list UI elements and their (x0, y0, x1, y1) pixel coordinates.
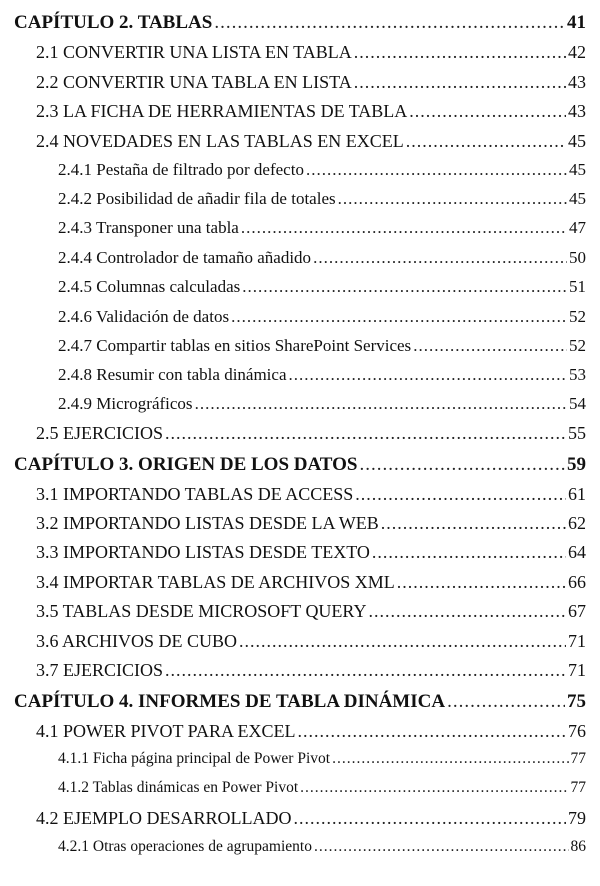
toc-entry-title: 3.5 TABLAS DESDE MICROSOFT QUERY (36, 601, 367, 621)
toc-entry-page-number: 43 (568, 101, 586, 121)
toc-entry-title: 4.2.1 Otras operaciones de agrupamiento (58, 838, 312, 855)
toc-entry-page-number: 45 (568, 131, 586, 151)
toc-entry (36, 131, 586, 152)
toc-entry (58, 394, 586, 414)
dot-leader (298, 721, 566, 742)
toc-entry (58, 336, 586, 356)
dot-leader (313, 248, 567, 268)
toc-entry-title: 4.1.2 Tablas dinámicas en Power Pivot (58, 779, 299, 796)
dot-leader (242, 277, 567, 297)
dot-leader (406, 131, 566, 152)
dot-leader (447, 691, 565, 713)
dot-leader (359, 454, 565, 476)
toc-entry-title: 2.2 CONVERTIR UNA TABLA EN LISTA (36, 72, 352, 92)
dot-leader (165, 423, 566, 444)
toc-entry-page-number: 50 (569, 248, 586, 267)
toc-entry (36, 42, 586, 63)
toc-entry-page-number: 52 (569, 307, 586, 326)
toc-entry-page-number: 52 (569, 336, 586, 355)
dot-leader (306, 160, 567, 180)
dot-leader (231, 307, 567, 327)
toc-entry-page-number: 59 (567, 454, 586, 475)
toc-entry-title: 4.1.1 Ficha página principal de Power Pivot (58, 750, 331, 767)
toc-entry (36, 101, 586, 122)
dot-leader (355, 484, 566, 505)
dot-leader (368, 601, 566, 622)
toc-entry-page-number: 51 (569, 277, 586, 296)
toc-entry (58, 750, 586, 768)
toc-entry-page-number: 55 (568, 423, 586, 443)
dot-leader (239, 631, 566, 652)
toc-entry-page-number: 42 (568, 42, 586, 62)
toc-entry-page-number: 86 (570, 838, 586, 855)
toc-entry-title: 2.4.4 Controlador de tamaño añadido (58, 248, 312, 267)
toc-entry-page-number: 64 (568, 542, 586, 562)
toc-entry-page-number: 41 (567, 12, 586, 33)
dot-leader (165, 660, 566, 681)
dot-leader (338, 189, 567, 209)
toc-entry (58, 160, 586, 180)
toc-entry-page-number: 71 (568, 660, 586, 680)
toc-entry-title: 4.1 POWER PIVOT PARA EXCEL (36, 721, 296, 741)
toc-entry (58, 838, 586, 856)
dot-leader (397, 572, 566, 593)
toc-entry (58, 277, 586, 297)
toc-entry-page-number: 76 (568, 721, 586, 741)
toc-entry-title: 2.4.8 Resumir con tabla dinámica (58, 365, 287, 384)
toc-entry-title: 2.4.9 Micrográficos (58, 394, 193, 413)
toc-entry-title: 2.4.7 Compartir tablas en sitios SharePoint Services (58, 336, 412, 355)
dot-leader (381, 513, 566, 534)
toc-entry-page-number: 54 (569, 394, 586, 413)
dot-leader (300, 779, 568, 797)
toc-entry-page-number: 75 (567, 691, 586, 712)
dot-leader (413, 336, 567, 356)
toc-chapter-entry (14, 12, 586, 34)
toc-entry-title: 2.1 CONVERTIR UNA LISTA EN TABLA (36, 42, 352, 62)
dot-leader (241, 218, 567, 238)
dot-leader (332, 750, 568, 768)
toc-entry-title: CAPÍTULO 4. INFORMES DE TABLA DINÁMICA (14, 691, 446, 712)
toc-entry-page-number: 62 (568, 513, 586, 533)
toc-entry-title: 3.1 IMPORTANDO TABLAS DE ACCESS (36, 484, 354, 504)
toc-entry-page-number: 66 (568, 572, 586, 592)
toc-entry-page-number: 43 (568, 72, 586, 92)
toc-entry-page-number: 45 (569, 160, 586, 179)
toc-entry-page-number: 45 (569, 189, 586, 208)
toc-entry-title: 2.4.6 Validación de datos (58, 307, 230, 326)
dot-leader (314, 838, 569, 856)
toc-entry-title: 2.4.2 Posibilidad de añadir fila de totales (58, 189, 336, 208)
toc-entry-page-number: 77 (570, 779, 586, 796)
toc-entry (36, 660, 586, 681)
toc-entry-title: 2.4.1 Pestaña de filtrado por defecto (58, 160, 304, 179)
toc-entry-title: 3.2 IMPORTANDO LISTAS DESDE LA WEB (36, 513, 379, 533)
toc-entry-page-number: 61 (568, 484, 586, 504)
toc-entry-page-number: 71 (568, 631, 586, 651)
toc-entry-title: 3.3 IMPORTANDO LISTAS DESDE TEXTO (36, 542, 370, 562)
toc-entry (58, 779, 586, 797)
toc-entry-title: 2.4.5 Columnas calculadas (58, 277, 241, 296)
toc-entry-title: 3.7 EJERCICIOS (36, 660, 164, 680)
toc-entry-title: CAPÍTULO 3. ORIGEN DE LOS DATOS (14, 454, 358, 475)
toc-entry-title: 4.2 EJEMPLO DESARROLLADO (36, 808, 292, 828)
toc-entry (36, 808, 586, 829)
dot-leader (195, 394, 567, 414)
toc-entry (36, 72, 586, 93)
toc-entry-title: 3.4 IMPORTAR TABLAS DE ARCHIVOS XML (36, 572, 395, 592)
toc-entry (36, 631, 586, 652)
toc-entry (58, 218, 586, 238)
toc-entry (58, 365, 586, 385)
toc-entry-page-number: 79 (568, 808, 586, 828)
toc-entry (58, 248, 586, 268)
dot-leader (354, 42, 566, 63)
toc-entry-page-number: 77 (570, 750, 586, 767)
toc-entry-title: 3.6 ARCHIVOS DE CUBO (36, 631, 238, 651)
toc-entry (58, 189, 586, 209)
toc-chapter-entry (14, 454, 586, 476)
dot-leader (354, 72, 566, 93)
dot-leader (372, 542, 566, 563)
toc-entry-page-number: 53 (569, 365, 586, 384)
toc-entry-title: 2.4.3 Transponer una tabla (58, 218, 239, 237)
toc-entry (36, 542, 586, 563)
toc-entry-title: CAPÍTULO 2. TABLAS (14, 12, 213, 33)
toc-entry (36, 513, 586, 534)
dot-leader (294, 808, 566, 829)
dot-leader (289, 365, 568, 385)
toc-entry-page-number: 67 (568, 601, 586, 621)
toc-entry (36, 601, 586, 622)
toc-entry (36, 721, 586, 742)
toc-entry (36, 484, 586, 505)
toc-entry-title: 2.3 LA FICHA DE HERRAMIENTAS DE TABLA (36, 101, 408, 121)
toc-entry-title: 2.5 EJERCICIOS (36, 423, 164, 443)
toc-entry-title: 2.4 NOVEDADES EN LAS TABLAS EN EXCEL (36, 131, 404, 151)
toc-entry-page-number: 47 (569, 218, 586, 237)
dot-leader (409, 101, 566, 122)
toc-entry (36, 572, 586, 593)
toc-chapter-entry (14, 691, 586, 713)
toc-entry (58, 307, 586, 327)
dot-leader (214, 12, 565, 34)
toc-entry (36, 423, 586, 444)
